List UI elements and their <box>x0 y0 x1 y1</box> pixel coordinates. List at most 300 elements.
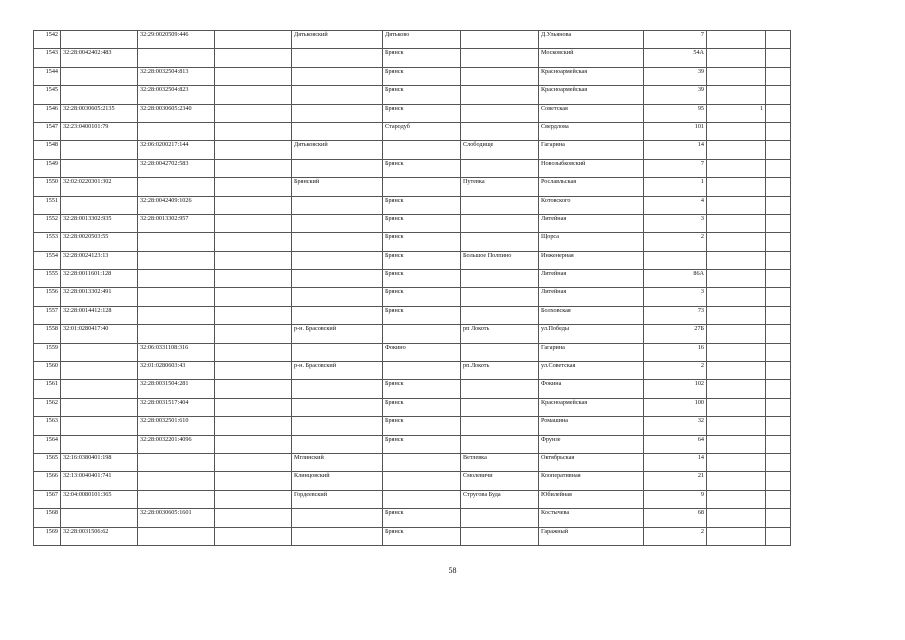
settlement-cell <box>461 86 539 104</box>
extra-cell <box>766 325 791 343</box>
table-row <box>34 122 791 140</box>
district-cell <box>292 49 383 67</box>
city-cell: Брянск <box>383 417 461 435</box>
table-row <box>34 31 791 49</box>
registry-table <box>33 30 791 546</box>
city-cell <box>383 472 461 490</box>
street-cell: Гагарина <box>539 141 644 159</box>
settlement-cell <box>461 122 539 140</box>
extra-cell <box>766 527 791 545</box>
house-number-cell: 68 <box>644 509 707 527</box>
building-cadastral-cell <box>138 306 215 324</box>
district-cell: Гордеевский <box>292 490 383 508</box>
settlement-cell <box>461 380 539 398</box>
extra-cell <box>766 196 791 214</box>
empty-cell <box>215 270 292 288</box>
cadastral-number-cell: 32:02:0220301:302 <box>61 178 138 196</box>
cadastral-number-cell: 32:28:0020503:55 <box>61 233 138 251</box>
cadastral-number-cell <box>61 435 138 453</box>
street-cell: Новозыбковский <box>539 159 644 177</box>
house-number-cell: 7 <box>644 159 707 177</box>
city-cell: Брянск <box>383 214 461 232</box>
cadastral-number-cell <box>61 398 138 416</box>
extra-cell <box>766 31 791 49</box>
settlement-cell <box>461 31 539 49</box>
building-cadastral-cell <box>138 472 215 490</box>
settlement-cell: Ветлевка <box>461 453 539 471</box>
building-cadastral-cell: 32:06:0200217:144 <box>138 141 215 159</box>
cadastral-number-cell <box>61 141 138 159</box>
table-row <box>34 490 791 508</box>
cadastral-number-cell <box>61 196 138 214</box>
settlement-cell <box>461 270 539 288</box>
extra-cell <box>766 159 791 177</box>
building-cadastral-cell: 32:28:0030605:2340 <box>138 104 215 122</box>
empty-cell <box>215 122 292 140</box>
row-number-cell: 1561 <box>34 380 61 398</box>
empty-cell <box>215 178 292 196</box>
house-number-cell: 39 <box>644 86 707 104</box>
city-cell <box>383 362 461 380</box>
row-number-cell: 1560 <box>34 362 61 380</box>
row-number-cell: 1558 <box>34 325 61 343</box>
table-row <box>34 233 791 251</box>
district-cell <box>292 251 383 269</box>
street-cell: Юбилейная <box>539 490 644 508</box>
cadastral-number-cell: 32:23:0400101:79 <box>61 122 138 140</box>
building-cadastral-cell <box>138 270 215 288</box>
street-cell: ул.Советская <box>539 362 644 380</box>
district-cell <box>292 233 383 251</box>
table-row <box>34 325 791 343</box>
row-number-cell: 1567 <box>34 490 61 508</box>
extra-cell <box>766 490 791 508</box>
building-cell <box>707 122 766 140</box>
empty-cell <box>215 67 292 85</box>
building-cadastral-cell <box>138 527 215 545</box>
settlement-cell <box>461 435 539 453</box>
table-row <box>34 435 791 453</box>
table-row <box>34 196 791 214</box>
page-number: 58 <box>448 566 457 575</box>
empty-cell <box>215 31 292 49</box>
street-cell: Гагарина <box>539 343 644 361</box>
district-cell <box>292 288 383 306</box>
house-number-cell: 100 <box>644 398 707 416</box>
extra-cell <box>766 288 791 306</box>
district-cell: Дятьковский <box>292 31 383 49</box>
street-cell: Костычева <box>539 509 644 527</box>
empty-cell <box>215 196 292 214</box>
empty-cell <box>215 141 292 159</box>
building-cell <box>707 159 766 177</box>
building-cadastral-cell: 32:28:0013302:957 <box>138 214 215 232</box>
cadastral-number-cell: 32:28:0013302:491 <box>61 288 138 306</box>
street-cell: Красноармейская <box>539 67 644 85</box>
building-cadastral-cell <box>138 453 215 471</box>
table-row <box>34 141 791 159</box>
row-number-cell: 1556 <box>34 288 61 306</box>
house-number-cell: 27Б <box>644 325 707 343</box>
house-number-cell: 73 <box>644 306 707 324</box>
extra-cell <box>766 398 791 416</box>
settlement-cell <box>461 159 539 177</box>
extra-cell <box>766 178 791 196</box>
district-cell <box>292 104 383 122</box>
building-cadastral-cell <box>138 178 215 196</box>
table-row <box>34 49 791 67</box>
extra-cell <box>766 472 791 490</box>
row-number-cell: 1548 <box>34 141 61 159</box>
empty-cell <box>215 288 292 306</box>
district-cell: Дятьковский <box>292 141 383 159</box>
city-cell: Фокино <box>383 343 461 361</box>
house-number-cell: 7 <box>644 31 707 49</box>
extra-cell <box>766 362 791 380</box>
district-cell: Мглинский <box>292 453 383 471</box>
cadastral-number-cell: 32:28:0030605:2135 <box>61 104 138 122</box>
building-cadastral-cell <box>138 288 215 306</box>
cadastral-number-cell <box>61 343 138 361</box>
city-cell: Брянск <box>383 398 461 416</box>
row-number-cell: 1542 <box>34 31 61 49</box>
row-number-cell: 1545 <box>34 86 61 104</box>
empty-cell <box>215 251 292 269</box>
city-cell: Брянск <box>383 380 461 398</box>
row-number-cell: 1568 <box>34 509 61 527</box>
cadastral-number-cell: 32:28:0024123:13 <box>61 251 138 269</box>
district-cell: Клинцовский <box>292 472 383 490</box>
building-cadastral-cell <box>138 490 215 508</box>
building-cadastral-cell: 32:28:0032501:610 <box>138 417 215 435</box>
cadastral-number-cell: 32:28:0042402:483 <box>61 49 138 67</box>
cadastral-number-cell <box>61 417 138 435</box>
building-cell: 1 <box>707 104 766 122</box>
table-row <box>34 472 791 490</box>
extra-cell <box>766 49 791 67</box>
empty-cell <box>215 417 292 435</box>
empty-cell <box>215 453 292 471</box>
street-cell: Красноармейская <box>539 398 644 416</box>
city-cell: Брянск <box>383 509 461 527</box>
table-row <box>34 417 791 435</box>
city-cell: Брянск <box>383 159 461 177</box>
house-number-cell: 14 <box>644 453 707 471</box>
building-cell <box>707 380 766 398</box>
table-row <box>34 380 791 398</box>
house-number-cell: 4 <box>644 196 707 214</box>
cadastral-number-cell <box>61 362 138 380</box>
settlement-cell <box>461 306 539 324</box>
table-row <box>34 527 791 545</box>
building-cell <box>707 398 766 416</box>
cadastral-number-cell <box>61 31 138 49</box>
extra-cell <box>766 214 791 232</box>
cadastral-number-cell <box>61 67 138 85</box>
cadastral-number-cell: 32:28:0013302:935 <box>61 214 138 232</box>
empty-cell <box>215 472 292 490</box>
table-row <box>34 306 791 324</box>
table-row <box>34 343 791 361</box>
city-cell: Брянск <box>383 49 461 67</box>
building-cell <box>707 490 766 508</box>
extra-cell <box>766 509 791 527</box>
settlement-cell <box>461 527 539 545</box>
house-number-cell: 3 <box>644 214 707 232</box>
district-cell <box>292 417 383 435</box>
building-cell <box>707 417 766 435</box>
empty-cell <box>215 86 292 104</box>
street-cell: Инженерная <box>539 251 644 269</box>
building-cadastral-cell: 32:28:0030605:1601 <box>138 509 215 527</box>
district-cell <box>292 270 383 288</box>
settlement-cell <box>461 67 539 85</box>
city-cell <box>383 325 461 343</box>
registry-table-container <box>33 30 790 546</box>
empty-cell <box>215 233 292 251</box>
row-number-cell: 1551 <box>34 196 61 214</box>
extra-cell <box>766 67 791 85</box>
district-cell <box>292 527 383 545</box>
cadastral-number-cell: 32:28:0031506:62 <box>61 527 138 545</box>
street-cell: Литейная <box>539 270 644 288</box>
building-cell <box>707 67 766 85</box>
street-cell: Гаражный <box>539 527 644 545</box>
empty-cell <box>215 104 292 122</box>
table-row <box>34 67 791 85</box>
cadastral-number-cell: 32:01:0280417:40 <box>61 325 138 343</box>
building-cadastral-cell <box>138 233 215 251</box>
house-number-cell: 102 <box>644 380 707 398</box>
settlement-cell <box>461 288 539 306</box>
empty-cell <box>215 527 292 545</box>
cadastral-number-cell <box>61 509 138 527</box>
district-cell: р-н. Брасовский <box>292 362 383 380</box>
settlement-cell: рп Локоть <box>461 325 539 343</box>
building-cell <box>707 196 766 214</box>
table-row <box>34 270 791 288</box>
extra-cell <box>766 270 791 288</box>
city-cell: Дятьково <box>383 31 461 49</box>
table-row <box>34 214 791 232</box>
empty-cell <box>215 159 292 177</box>
house-number-cell: 101 <box>644 122 707 140</box>
city-cell <box>383 453 461 471</box>
building-cell <box>707 306 766 324</box>
table-row <box>34 362 791 380</box>
building-cell <box>707 270 766 288</box>
building-cell <box>707 251 766 269</box>
district-cell <box>292 306 383 324</box>
building-cadastral-cell: 32:28:0032504:813 <box>138 67 215 85</box>
house-number-cell: 39 <box>644 67 707 85</box>
district-cell <box>292 398 383 416</box>
cadastral-number-cell: 32:28:0014412:128 <box>61 306 138 324</box>
cadastral-number-cell: 32:16:0380401:198 <box>61 453 138 471</box>
building-cadastral-cell: 32:28:0042409:1026 <box>138 196 215 214</box>
building-cell <box>707 178 766 196</box>
street-cell: Свердлова <box>539 122 644 140</box>
settlement-cell <box>461 196 539 214</box>
house-number-cell: 16 <box>644 343 707 361</box>
city-cell: Брянск <box>383 67 461 85</box>
extra-cell <box>766 233 791 251</box>
street-cell: Ромашина <box>539 417 644 435</box>
extra-cell <box>766 343 791 361</box>
row-number-cell: 1566 <box>34 472 61 490</box>
street-cell: Щорса <box>539 233 644 251</box>
building-cadastral-cell: 32:06:0331108:316 <box>138 343 215 361</box>
settlement-cell <box>461 343 539 361</box>
district-cell <box>292 196 383 214</box>
settlement-cell: Струговa Буда <box>461 490 539 508</box>
street-cell: ул.Победы <box>539 325 644 343</box>
settlement-cell: Смолевичи <box>461 472 539 490</box>
street-cell: Советская <box>539 104 644 122</box>
street-cell: Рославльская <box>539 178 644 196</box>
empty-cell <box>215 490 292 508</box>
street-cell: Октябрьская <box>539 453 644 471</box>
street-cell: Красноармейская <box>539 86 644 104</box>
street-cell: Болховская <box>539 306 644 324</box>
building-cell <box>707 141 766 159</box>
table-row <box>34 509 791 527</box>
extra-cell <box>766 417 791 435</box>
table-body <box>34 31 791 546</box>
table-row <box>34 398 791 416</box>
empty-cell <box>215 49 292 67</box>
settlement-cell <box>461 214 539 232</box>
building-cadastral-cell: 32:29:0020509:446 <box>138 31 215 49</box>
district-cell <box>292 159 383 177</box>
district-cell <box>292 122 383 140</box>
building-cadastral-cell <box>138 122 215 140</box>
empty-cell <box>215 362 292 380</box>
empty-cell <box>215 380 292 398</box>
row-number-cell: 1547 <box>34 122 61 140</box>
row-number-cell: 1557 <box>34 306 61 324</box>
city-cell: Брянск <box>383 435 461 453</box>
building-cell <box>707 343 766 361</box>
city-cell: Брянск <box>383 196 461 214</box>
cadastral-number-cell <box>61 380 138 398</box>
house-number-cell: 86А <box>644 270 707 288</box>
district-cell <box>292 86 383 104</box>
empty-cell <box>215 306 292 324</box>
settlement-cell <box>461 509 539 527</box>
city-cell: Брянск <box>383 251 461 269</box>
settlement-cell <box>461 233 539 251</box>
district-cell <box>292 214 383 232</box>
table-row <box>34 178 791 196</box>
empty-cell <box>215 214 292 232</box>
building-cell <box>707 472 766 490</box>
house-number-cell: 9 <box>644 490 707 508</box>
street-cell: Кооперативная <box>539 472 644 490</box>
building-cell <box>707 86 766 104</box>
house-number-cell: 1 <box>644 178 707 196</box>
cadastral-number-cell <box>61 159 138 177</box>
row-number-cell: 1552 <box>34 214 61 232</box>
street-cell: Д.Ульянова <box>539 31 644 49</box>
building-cell <box>707 49 766 67</box>
cadastral-number-cell: 32:28:0011601:128 <box>61 270 138 288</box>
city-cell: Брянск <box>383 270 461 288</box>
building-cell <box>707 527 766 545</box>
house-number-cell: 14 <box>644 141 707 159</box>
table-row <box>34 251 791 269</box>
row-number-cell: 1544 <box>34 67 61 85</box>
city-cell: Брянск <box>383 288 461 306</box>
extra-cell <box>766 122 791 140</box>
settlement-cell <box>461 417 539 435</box>
row-number-cell: 1553 <box>34 233 61 251</box>
extra-cell <box>766 104 791 122</box>
house-number-cell: 2 <box>644 362 707 380</box>
row-number-cell: 1563 <box>34 417 61 435</box>
settlement-cell <box>461 104 539 122</box>
extra-cell <box>766 306 791 324</box>
row-number-cell: 1564 <box>34 435 61 453</box>
city-cell: Стародуб <box>383 122 461 140</box>
cadastral-number-cell: 32:13:0040401:741 <box>61 472 138 490</box>
house-number-cell: 54А <box>644 49 707 67</box>
row-number-cell: 1562 <box>34 398 61 416</box>
building-cadastral-cell: 32:28:0042702:583 <box>138 159 215 177</box>
building-cadastral-cell: 32:01:0280603:43 <box>138 362 215 380</box>
table-row <box>34 159 791 177</box>
empty-cell <box>215 509 292 527</box>
city-cell: Брянск <box>383 104 461 122</box>
building-cadastral-cell <box>138 325 215 343</box>
row-number-cell: 1550 <box>34 178 61 196</box>
district-cell <box>292 343 383 361</box>
building-cell <box>707 362 766 380</box>
building-cell <box>707 214 766 232</box>
house-number-cell: 95 <box>644 104 707 122</box>
building-cell <box>707 233 766 251</box>
table-row <box>34 86 791 104</box>
empty-cell <box>215 343 292 361</box>
house-number-cell <box>644 251 707 269</box>
extra-cell <box>766 435 791 453</box>
row-number-cell: 1554 <box>34 251 61 269</box>
street-cell: Фрунзе <box>539 435 644 453</box>
building-cell <box>707 325 766 343</box>
street-cell: Московский <box>539 49 644 67</box>
settlement-cell <box>461 398 539 416</box>
row-number-cell: 1546 <box>34 104 61 122</box>
extra-cell <box>766 141 791 159</box>
district-cell: р-н. Брасовский <box>292 325 383 343</box>
city-cell <box>383 141 461 159</box>
street-cell: Фокина <box>539 380 644 398</box>
building-cell <box>707 288 766 306</box>
cadastral-number-cell <box>61 86 138 104</box>
district-cell <box>292 435 383 453</box>
building-cell <box>707 453 766 471</box>
settlement-cell: Путевка <box>461 178 539 196</box>
house-number-cell: 3 <box>644 288 707 306</box>
building-cell <box>707 509 766 527</box>
cadastral-number-cell: 32:04:0080101:365 <box>61 490 138 508</box>
row-number-cell: 1543 <box>34 49 61 67</box>
city-cell <box>383 490 461 508</box>
district-cell <box>292 380 383 398</box>
settlement-cell: Большое Полпино <box>461 251 539 269</box>
building-cadastral-cell <box>138 251 215 269</box>
row-number-cell: 1565 <box>34 453 61 471</box>
